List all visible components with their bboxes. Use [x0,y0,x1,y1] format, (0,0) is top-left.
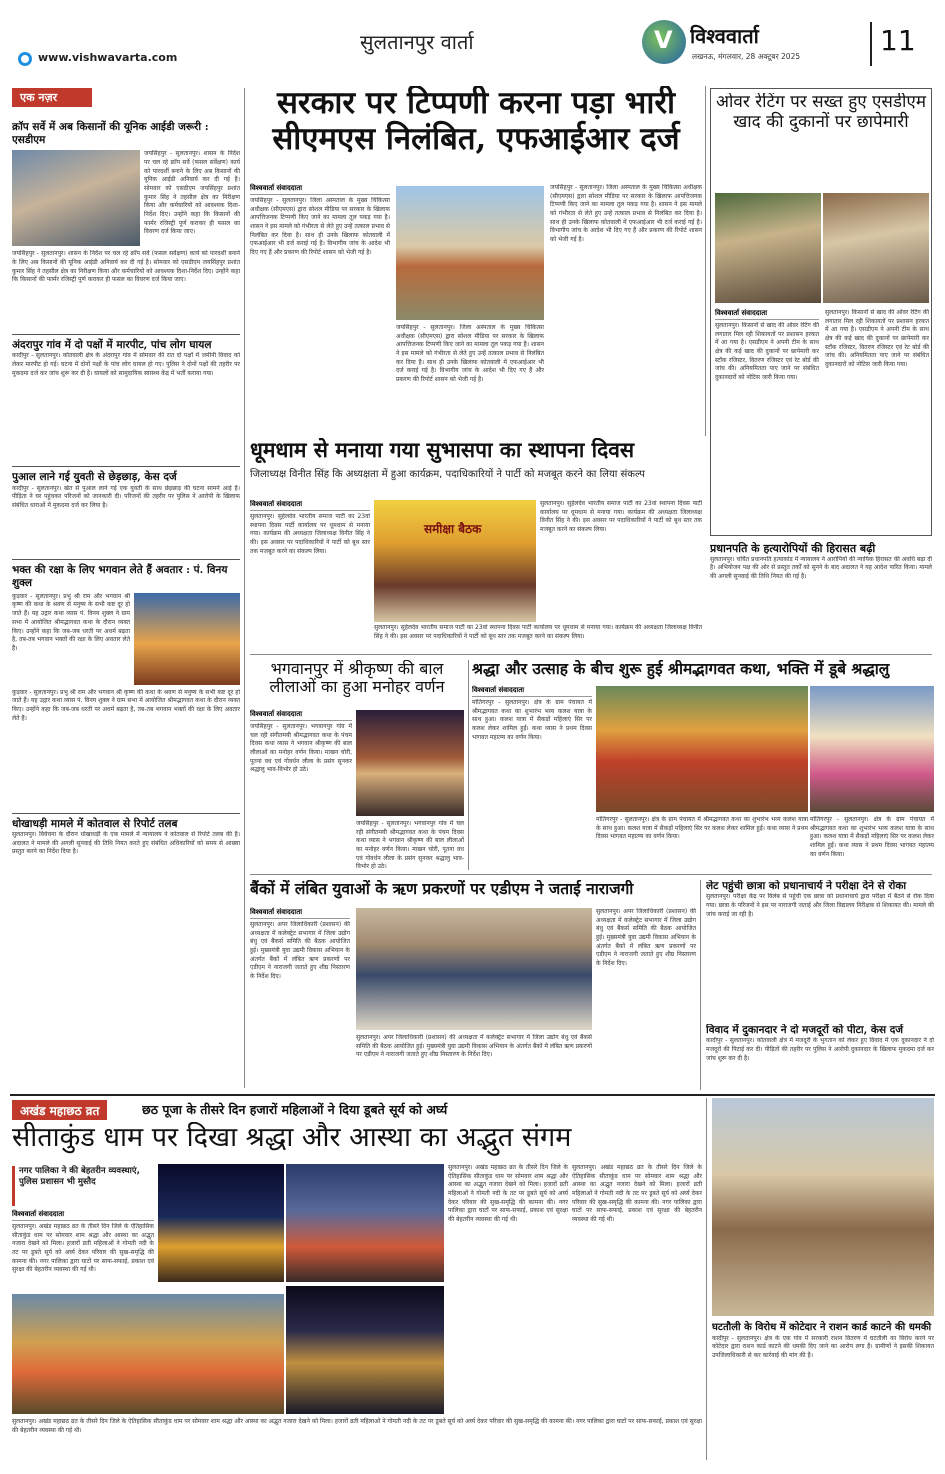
foundation-subhead: जिलाध्यक्ष विनीत सिंह कि अध्यक्षता में हुआ कार्यक्रम, पदाधिकारियों ने पार्टी को मजबूत करने का लिया संकल्प [250,469,645,480]
news-brief-body: कादीपुर - सुलतानपुर। कोतवाली क्षेत्र के अंदरापुर गांव में सोमवार की रात दो पक्षों में जमीनी विवाद को लेकर मारपीट हो गई। घटना में दोनों पक्षों के पांच लोग घायल हो गए। पुलिस ने दोनों पक्षों की तहरीर पर मुकदमा दर्ज कर जांच शुरू कर दी है। घायलों को सामुदायिक स्वास्थ्य केंद्र में भर्ती कराया गया। [12,352,240,377]
photo-banner-text: समीक्षा बैठक [424,522,482,536]
byline: विश्ववार्ता संवाददाता [250,710,352,721]
party-meeting-photo [374,500,536,622]
brand-logo-icon: V [642,20,686,64]
crowd-photo [286,1164,444,1282]
website-link[interactable]: www.vishwavarta.com [38,51,178,64]
overrating-headline: ओवर रेटिंग पर सख्त हुए एसडीएम खाद की दुकानों पर छापेमारी [716,93,926,132]
lead-headline: सरकार पर टिप्पणी करना पड़ा भारी सीएमएस निलंबित, एफआईआर दर्ज [272,86,680,157]
ie-logo-icon [18,52,32,66]
chhath-tag: अखंड महाछठ व्रत [12,1100,107,1120]
byline: विश्ववार्ता संवाददाता [250,500,370,511]
sitakund-bullet: नगर पालिका ने की बेहतरीन व्यवस्थाएं, पुलिस प्रशासन भी मुस्तैद [19,1166,140,1188]
krishna-headline: भगवानपुर में श्रीकृष्ण की बाल लीलाओं का हुआ मनोहर वर्णन [269,660,445,697]
sitakund-story [12,1122,702,1462]
lead-body-col3: जयसिंहपुर - सुलतानपुर। जिला अस्पताल के मुख्य चिकित्सा अधीक्षक (सीएमएस) द्वारा सोशल मीडिया पर सरकार के खिलाफ आपत्तिजनक टिप्पणी किए जाने का मामला तूल पकड़ गया है। शासन ने इस मामले को गंभीरता से लेते हुए उन्हें तत्काल प्रभाव से निलंबित कर दिया है। साथ ही उनके खिलाफ कोतवाली में एफआईआर भी दर्ज कराई गई है। विभागीय जांच के आदेश भी दिए गए हैं और प्रकरण की रिपोर्ट शासन को भेजी गई है। [550,184,702,244]
registration-strip-right [600,1463,920,1471]
hospital-photo [396,186,544,320]
chhath-worship-photo [12,1294,284,1414]
night-ghat-photo [158,1164,284,1282]
krishna-story [250,660,464,870]
byline: विश्ववार्ता संवाददाता [472,686,592,697]
byline: विश्ववार्ता संवाददाता [715,309,819,320]
idol-photo [810,686,934,812]
news-brief-body: जयसिंहपुर - सुलतानपुर। शासन के निर्देश पर चल रहे क्रॉप सर्वे (फसल सर्वेक्षण) कार्य को पारदर्शी बनाने के लिए अब किसानों की यूनिक आईडी अनिवार्य कर दी गई है। सोमवार को एसडीएम जयसिंहपुर प्रशांत कुमार सिंह ने तहसील क्षेत्र का निरीक्षण किया और कर्मचारियों को आवश्यक दिशा-निर्देश दिए। उन्होंने कहा कि किसानों की फार्मर रजिस्ट्री पूर्ण कराकर ही फसल का विवरण दर्ज किया जाए। [144,150,240,236]
sitakund-body-bottom: सुलतानपुर। अखंड महाछठ व्रत के तीसरे दिन जिले के ऐतिहासिक सीताकुंड धाम पर सोमवार शाम श्रद्धा और आस्था का अद्भुत नजारा देखने को मिला। हजारों व्रती महिलाओं ने गोमती नदी के तट पर डूबते सूर्य को अर्घ्य देकर परिवार की सुख-समृद्धि की कामना की। नगर पालिका द्वारा घाटों पर साफ-सफाई, प्रकाश एवं सुरक्षा की बेहतरीन व्यवस्था की गई थी। [12,1418,702,1434]
shop-body: कादीपुर - सुलतानपुर। कोतवाली क्षेत्र में मजदूरी के भुगतान को लेकर हुए विवाद में एक दुकानदार ने दो मजदूरों की पिटाई कर दी। पीड़ितों की तहरीर पर पुलिस ने आरोपी दुकानदार के खिलाफ मुकदमा दर्ज कर जांच शुरू कर दी है। [706,1037,934,1062]
brand-name: विश्ववार्ता [690,24,759,48]
bhagwat-body: मोतिगरपुर - सुलतानपुर। क्षेत्र के ग्राम पंचायत में श्रीमद्भागवत कथा का शुभारंभ भव्य कलश यात्रा के साथ हुआ। कलश यात्रा में सैकड़ों महिलाएं सिर पर कलश लेकर शामिल हुईं। कथा व्यास ने प्रथम दिवस भागवत महात्म्य का वर्णन किया। [472,699,592,741]
raid-photo-2 [823,193,929,303]
bank-body-col3: सुलतानपुर। अपर जिलाधिकारी (प्रशासन) की अध्यक्षता में कलेक्ट्रेट सभागार में जिला उद्योग बंधु एवं बैंकर्स समिति की बैठक आयोजित हुई। मुख्यमंत्री युवा उद्यमी विकास अभियान के अंतर्गत बैंकों में लंबित ऋण प्रकरणों पर एडीएम ने नाराजगी जताते हुए शीघ्र निस्तारण के निर्देश दिए। [596,908,696,968]
custody-story [710,542,932,608]
overrating-body: सुलतानपुर। किसानों से खाद की ओवर रेटिंग की लगातार मिल रही शिकायतों पर प्रशासन हरकत में आ गया है। एसडीएम ने अपनी टीम के साथ क्षेत्र की कई खाद की दुकानों पर छापेमारी कर स्टॉक रजिस्टर, वितरण रजिस्टर एवं रेट बोर्ड की जांच की। अनियमितता पाए जाने पर संबंधित दुकानदारों को नोटिस जारी किया गया। [715,322,819,382]
chhath-banner [12,1098,702,1120]
night-devotees-photo [286,1286,444,1414]
student-body: सुलतानपुर। परीक्षा केंद्र पर विलंब से पहुंची एक छात्रा को प्रधानाचार्य द्वारा परीक्षा में बैठने से रोक दिया गया। छात्रा के परिजनों ने इस पर नाराजगी जताई और जिला विद्यालय निरीक्षक से शिकायत की। मामले की जांच कराई जा रही है। [706,893,934,918]
news-brief-title: अंदरापुर गांव में दो पक्षों में मारपीट, पांच लोग घायल [12,339,212,352]
news-brief-body-cont: जयसिंहपुर - सुलतानपुर। शासन के निर्देश पर चल रहे क्रॉप सर्वे (फसल सर्वेक्षण) कार्य को पारदर्शी बनाने के लिए अब किसानों की यूनिक आईडी अनिवार्य कर दी गई है। सोमवार को एसडीएम जयसिंहपुर प्रशांत कुमार सिंह ने तहसील क्षेत्र का निरीक्षण किया और कर्मचारियों को आवश्यक दिशा-निर्देश दिए। उन्होंने कहा कि किसानों की फार्मर रजिस्ट्री पूर्ण कराकर ही फसल का विवरण दर्ज किया जाए। [12,250,240,284]
bhagwat-body-col2: मोतिगरपुर - सुलतानपुर। क्षेत्र के ग्राम पंचायत में श्रीमद्भागवत कथा का शुभारंभ भव्य कलश यात्रा के साथ हुआ। कलश यात्रा में सैकड़ों महिलाएं सिर पर कलश लेकर शामिल हुईं। कथा व्यास ने प्रथम दिवस भागवत महात्म्य का वर्णन किया। [596,816,808,841]
student-headline: लेट पहुंची छात्रा को प्रधानाचार्य ने परीक्षा देने से रोका [706,880,907,892]
custody-body: सुलतानपुर। चर्चित प्रधानपति हत्याकांड में न्यायालय ने आरोपियों की न्यायिक हिरासत की अवधि बढ़ा दी है। अभियोजन पक्ष की ओर से प्रस्तुत तर्कों को सुनने के बाद अदालत ने यह आदेश पारित किया। मामले की अगली सुनवाई की तिथि नियत की गई है। [710,555,932,581]
sitakund-body-col5: सुलतानपुर। अखंड महाछठ व्रत के तीसरे दिन जिले के ऐतिहासिक सीताकुंड धाम पर सोमवार शाम श्रद्धा और आस्था का अद्भुत नजारा देखने को मिला। हजारों व्रती महिलाओं ने गोमती नदी के तट पर डूबते सूर्य को अर्घ्य देकर परिवार की सुख-समृद्धि की कामना की। नगर पालिका द्वारा घाटों पर साफ-सफाई, प्रकाश एवं सुरक्षा की बेहतरीन व्यवस्था की गई थी। [572,1164,702,1224]
bank-body-col2: सुलतानपुर। अपर जिलाधिकारी (प्रशासन) की अध्यक्षता में कलेक्ट्रेट सभागार में जिला उद्योग बंधु एवं बैंकर्स समिति की बैठक आयोजित हुई। मुख्यमंत्री युवा उद्यमी विकास अभियान के अंतर्गत बैंकों में लंबित ऋण प्रकरणों पर एडीएम ने नाराजगी जताते हुए शीघ्र निस्तारण के निर्देश दिए। [356,1034,592,1059]
byline: विश्ववार्ता संवाददाता [250,184,390,195]
raid-photo-1 [715,193,821,303]
ek-nazar-tag: एक नज़र [12,88,92,107]
news-brief-body: सुलतानपुर। विवेचना के दौरान धोखाधड़ी के एक मामले में न्यायालय ने कोतवाल से रिपोर्ट तलब की है। अदालत ने मामले की अगली सुनवाई की तिथि नियत करते हुए संबंधित अधिकारियों को समय से आख्या प्रस्तुत करने का निर्देश दिया है। [12,830,240,856]
katha-photo [134,593,240,685]
chhath-strap: छठ पूजा के तीसरे दिन हजारों महिलाओं ने दिया डूबते सूर्य को अर्घ्य [142,1102,448,1117]
shop-story [706,1024,934,1092]
lead-body-col2: जयसिंहपुर - सुलतानपुर। जिला अस्पताल के मुख्य चिकित्सा अधीक्षक (सीएमएस) द्वारा सोशल मीडिया पर सरकार के खिलाफ आपत्तिजनक टिप्पणी किए जाने का मामला तूल पकड़ गया है। शासन ने इस मामले को गंभीरता से लेते हुए उन्हें तत्काल प्रभाव से निलंबित कर दिया है। साथ ही उनके खिलाफ कोतवाली में एफआईआर भी दर्ज कराई गई है। विभागीय जांच के आदेश भी दिए गए हैं और प्रकरण की रिपोर्ट शासन को भेजी गई है। [396,324,544,384]
sitakund-headline: सीताकुंड धाम पर दिखा श्रद्धा और आस्था का अद्भुत संगम [12,1122,572,1153]
lead-story [250,86,702,436]
kalash-yatra-photo [596,686,808,812]
page-number: 11 [880,24,916,57]
news-brief-title: धोखाधड़ी मामले में कोतवाल से रिपोर्ट तलब [12,817,178,830]
kathavachak-photo [356,710,464,816]
byline: विश्ववार्ता संवाददाता [12,1210,154,1221]
overrating-body-col2: सुलतानपुर। किसानों से खाद की ओवर रेटिंग की लगातार मिल रही शिकायतों पर प्रशासन हरकत में आ गया है। एसडीएम ने अपनी टीम के साथ क्षेत्र की कई खाद की दुकानों पर छापेमारी कर स्टॉक रजिस्टर, वितरण रजिस्टर एवं रेट बोर्ड की जांच की। अनियमितता पाए जाने पर संबंधित दुकानदारों को नोटिस जारी किया गया। [825,309,929,369]
page-header [0,0,945,68]
left-column [12,88,240,1088]
bhagwat-headline: श्रद्धा और उत्साह के बीच शुरू हुई श्रीमद्भागवत कथा, भक्ति में डूबे श्रद्धालु [472,660,890,678]
student-story [706,880,934,1020]
bank-body: सुलतानपुर। अपर जिलाधिकारी (प्रशासन) की अध्यक्षता में कलेक्ट्रेट सभागार में जिला उद्योग बंधु एवं बैंकर्स समिति की बैठक आयोजित हुई। मुख्यमंत्री युवा उद्यमी विकास अभियान के अंतर्गत बैंकों में लंबित ऋण प्रकरणों पर एडीएम ने नाराजगी जताते हुए शीघ्र निस्तारण के निर्देश दिए। [250,921,350,981]
meeting-hall-photo [356,908,592,1030]
news-brief-title: पुआल लाने गई युवती से छेड़छाड़, केस दर्ज [12,471,177,484]
shop-headline: विवाद में दुकानदार ने दो मजदूरों को पीटा, केस दर्ज [706,1024,904,1036]
ration-headline: घटतौली के विरोध में कोटेदार ने राशन कार्ड काटने की धमकी [712,1322,932,1333]
byline: विश्ववार्ता संवाददाता [250,908,350,919]
ration-body: कादीपुर - सुलतानपुर। क्षेत्र के एक गांव में सरकारी राशन वितरण में घटतौली का विरोध करने पर कोटेदार द्वारा राशन कार्ड काटने की धमकी दिए जाने का आरोप लगा है। ग्रामीणों ने इसकी शिकायत उपजिलाधिकारी से कर कार्रवाई की मांग की है। [712,1334,934,1359]
bhagwat-story [472,660,934,872]
foundation-body-bottom: सुलतानपुर। सुहेलदेव भारतीय समाज पार्टी का 23वां स्थापना दिवस पार्टी कार्यालय पर धूमधाम से मनाया गया। कार्यक्रम की अध्यक्षता जिलाध्यक्ष विनीत सिंह ने की। इस अवसर पर पदाधिकारियों ने पार्टी को बूथ स्तर तक मजबूत करने का संकल्प लिया। [374,624,702,640]
bhagwat-body-col3: मोतिगरपुर - सुलतानपुर। क्षेत्र के ग्राम पंचायत में श्रीमद्भागवत कथा का शुभारंभ भव्य कलश यात्रा के साथ हुआ। कलश यात्रा में सैकड़ों महिलाएं सिर पर कलश लेकर शामिल हुईं। कथा व्यास ने प्रथम दिवस भागवत महात्म्य का वर्णन किया। [810,816,934,858]
foundation-body-col3: सुलतानपुर। सुहेलदेव भारतीय समाज पार्टी का 23वां स्थापना दिवस पार्टी कार्यालय पर धूमधाम से मनाया गया। कार्यक्रम की अध्यक्षता जिलाध्यक्ष विनीत सिंह ने की। इस अवसर पर पदाधिकारियों ने पार्टी को बूथ स्तर तक मजबूत करने का संकल्प लिया। [540,500,702,534]
sitakund-body-col4: सुलतानपुर। अखंड महाछठ व्रत के तीसरे दिन जिले के ऐतिहासिक सीताकुंड धाम पर सोमवार शाम श्रद्धा और आस्था का अद्भुत नजारा देखने को मिला। हजारों व्रती महिलाओं ने गोमती नदी के तट पर डूबते सूर्य को अर्घ्य देकर परिवार की सुख-समृद्धि की कामना की। नगर पालिका द्वारा घाटों पर साफ-सफाई, प्रकाश एवं सुरक्षा की बेहतरीन व्यवस्था की गई थी। [448,1164,568,1224]
registration-strip [150,1463,470,1471]
news-brief-body: कुड़वार - सुलतानपुर। प्रभु श्री राम और भगवान श्री कृष्ण की कथा के श्रवण से मनुष्य के सभी कष्ट दूर हो जाते हैं। यह उद्गार कथा व्यास पं. विनय शुक्ल ने ग्राम सभा में आयोजित श्रीमद्भागवत कथा के दौरान व्यक्त किए। उन्होंने कहा कि जब-जब धरती पर अधर्म बढ़ता है, तब-तब भगवान भक्तों की रक्षा के लिए अवतार लेते हैं। [12,592,130,652]
custody-headline: प्रधानपति के हत्यारोपियों की हिरासत बढ़ी [710,542,876,555]
bank-headline: बैंकों में लंबित युवाओं के ऋण प्रकरणों पर एडीएम ने जताई नाराजगी [250,880,634,898]
news-brief-body: कादीपुर - सुलतानपुर। खेत से पुआल लाने गई एक युवती के साथ छेड़छाड़ की घटना सामने आई है। पीड़िता ने घर पहुंचकर परिजनों को जानकारी दी। परिजनों की तहरीर पर पुलिस ने आरोपी के खिलाफ संबंधित धाराओं में मुकदमा दर्ज कर लिया है। [12,484,240,509]
ration-shop-photo [712,1098,934,1316]
news-brief-title: क्रॉप सर्वे में अब किसानों की यूनिक आईडी जरूरी : एसडीएम [12,121,209,147]
foundation-headline: धूमधाम से मनाया गया सुभासपा का स्थापना दिवस [250,438,635,462]
section-title: सुलतानपुर वार्ता [360,30,474,54]
lead-body: जयसिंहपुर - सुलतानपुर। जिला अस्पताल के मुख्य चिकित्सा अधीक्षक (सीएमएस) द्वारा सोशल मीडिया पर सरकार के खिलाफ आपत्तिजनक टिप्पणी किए जाने का मामला तूल पकड़ गया है। शासन ने इस मामले को गंभीरता से लेते हुए उन्हें तत्काल प्रभाव से निलंबित कर दिया है। साथ ही उनके खिलाफ कोतवाली में एफआईआर भी दर्ज कराई गई है। विभागीय जांच के आदेश भी दिए गए हैं और प्रकरण की रिपोर्ट शासन को भेजी गई है। [250,197,390,257]
dateline: लखनऊ, मंगलवार, 28 अक्टूबर 2025 [692,52,801,61]
foundation-body: सुलतानपुर। सुहेलदेव भारतीय समाज पार्टी का 23वां स्थापना दिवस पार्टी कार्यालय पर धूमधाम से मनाया गया। कार्यक्रम की अध्यक्षता जिलाध्यक्ष विनीत सिंह ने की। इस अवसर पर पदाधिकारियों ने पार्टी को बूथ स्तर तक मजबूत करने का संकल्प लिया। [250,513,370,555]
crop-survey-photo [12,150,140,246]
news-brief-body-cont: कुड़वार - सुलतानपुर। प्रभु श्री राम और भगवान श्री कृष्ण की कथा के श्रवण से मनुष्य के सभी कष्ट दूर हो जाते हैं। यह उद्गार कथा व्यास पं. विनय शुक्ल ने ग्राम सभा में आयोजित श्रीमद्भागवत कथा के दौरान व्यक्त किए। उन्होंने कहा कि जब-जब धरती पर अधर्म बढ़ता है, तब-तब भगवान भक्तों की रक्षा के लिए अवतार लेते हैं। [12,688,240,722]
bank-story [250,880,696,1090]
overrating-story [710,88,932,536]
news-brief-title: भक्त की रक्षा के लिए भगवान लेते हैं अवतार : पं. विनय शुक्ल [12,563,228,589]
krishna-body-col2: जयसिंहपुर - सुलतानपुर। भगवानपुर गांव में चल रही संगीतमयी श्रीमद्भागवत कथा के पंचम दिवस कथा व्यास ने भगवान श्रीकृष्ण की बाल लीलाओं का मनोहर वर्णन किया। माखन चोरी, पूतना वध एवं गोवर्धन लीला के प्रसंग सुनकर श्रद्धालु भाव-विभोर हो उठे। [356,820,464,870]
sitakund-body: सुलतानपुर। अखंड महाछठ व्रत के तीसरे दिन जिले के ऐतिहासिक सीताकुंड धाम पर सोमवार शाम श्रद्धा और आस्था का अद्भुत नजारा देखने को मिला। हजारों व्रती महिलाओं ने गोमती नदी के तट पर डूबते सूर्य को अर्घ्य देकर परिवार की सुख-समृद्धि की कामना की। नगर पालिका द्वारा घाटों पर साफ-सफाई, प्रकाश एवं सुरक्षा की बेहतरीन व्यवस्था की गई थी। [12,1223,154,1274]
krishna-body: जयसिंहपुर - सुलतानपुर। भगवानपुर गांव में चल रही संगीतमयी श्रीमद्भागवत कथा के पंचम दिवस कथा व्यास ने भगवान श्रीकृष्ण की बाल लीलाओं का मनोहर वर्णन किया। माखन चोरी, पूतना वध एवं गोवर्धन लीला के प्रसंग सुनकर श्रद्धालु भाव-विभोर हो उठे। [250,723,352,774]
ration-story [712,1098,934,1460]
